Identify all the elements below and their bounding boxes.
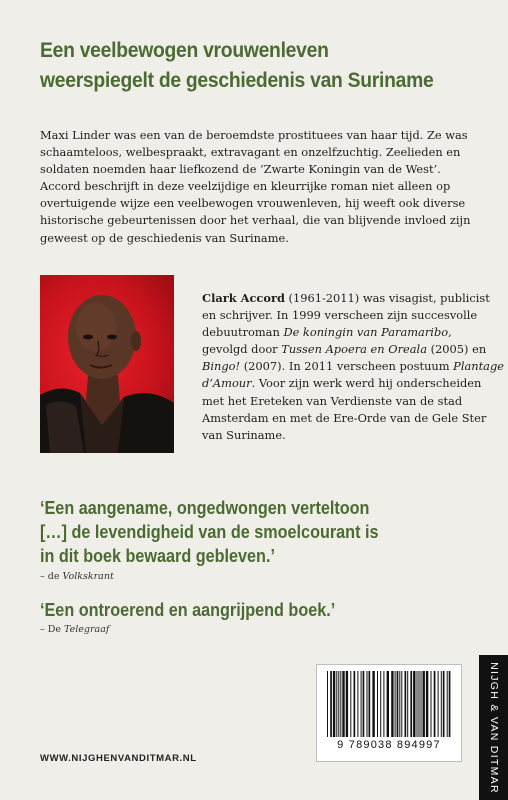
barcode-bar — [431, 671, 432, 737]
barcode-bar — [380, 671, 381, 737]
headline-line-2: weerspiegelt de geschiedenis van Suriname — [40, 69, 434, 92]
barcode-bar — [419, 671, 420, 737]
newspaper-name: Telegraaf — [64, 624, 110, 635]
barcode-bar — [342, 671, 344, 737]
book-blurb — [40, 127, 480, 247]
bio-line: met het Ereteken van Verdienste van de stad — [202, 393, 463, 408]
barcode-bar — [438, 671, 439, 737]
quote-line: in dit boek bewaard gebleven.’ — [40, 546, 275, 566]
blurb-line: schaamteloos, welbespraakt, extravagant en onzelfzuchtig. Zeelieden en — [40, 145, 461, 160]
bio-line: debuutroman De koningin van Paramaribo, — [202, 325, 452, 340]
isbn-barcode — [316, 664, 462, 762]
review-quote-2 — [40, 598, 418, 622]
quote-line: ‘Een aangename, ongedwongen verteltoon — [40, 498, 370, 518]
barcode-bar — [443, 671, 445, 737]
bio-line: Clark Accord (1961-2011) was visagist, publicist — [202, 291, 490, 305]
barcode-bar — [421, 671, 422, 737]
quote-line: […] de levendigheid van de smoelcourant is — [40, 522, 379, 542]
barcode-bar — [340, 671, 341, 737]
barcode-bar — [338, 671, 339, 737]
barcode-bar — [399, 671, 400, 737]
quote-line: ‘Een ontroerend en aangrijpend boek.’ — [40, 600, 336, 620]
author-name: Clark Accord — [202, 291, 285, 305]
barcode-bar — [346, 671, 348, 737]
bio-line: en schrijver. In 1999 verscheen zijn succesvolle — [202, 308, 478, 323]
bio-line: Amsterdam en met de Ere-Orde van de Gele Ster — [202, 410, 487, 425]
barcode-bar — [387, 671, 389, 737]
review-quote-1 — [40, 496, 418, 568]
review-source-1: – de Volkskrant — [40, 571, 114, 582]
barcode-bar — [449, 671, 451, 737]
barcode-bar — [357, 671, 358, 737]
barcode-bar — [441, 671, 442, 737]
book-title: De koningin van Paramaribo — [283, 325, 449, 340]
headline-line-1: Een veelbewogen vrouwenleven — [40, 39, 329, 62]
barcode-bar — [354, 671, 356, 737]
barcode-bar — [363, 671, 365, 737]
barcode-bar — [401, 671, 402, 737]
publisher-name: NIJGH & VAN DITMAR — [487, 661, 500, 794]
barcode-bar — [350, 671, 351, 737]
barcode-bar — [372, 671, 374, 737]
author-portrait-illustration — [40, 275, 174, 453]
barcode-bar — [413, 671, 415, 737]
barcode-bar — [426, 671, 428, 737]
book-title: Tussen Apoera en Oreala — [281, 342, 427, 357]
barcode-bar — [417, 671, 418, 737]
bio-line: Bingo! (2007). In 2011 verscheen postuum Plantage — [202, 359, 505, 374]
cover-headline — [40, 36, 445, 96]
barcode-bar — [377, 671, 378, 737]
barcode-bar — [336, 671, 337, 737]
blurb-line: overtuigende wijze een veelbewogen vrouwenleven, hij weeft ook diverse — [40, 196, 466, 211]
barcode-bar — [330, 671, 332, 737]
newspaper-name: Volkskrant — [62, 571, 114, 582]
author-photo — [40, 275, 174, 453]
isbn-number: 9 789038 894997 — [337, 739, 441, 751]
book-title: Plantage — [453, 359, 505, 374]
barcode-bar — [395, 671, 396, 737]
book-title: d’Amour — [202, 376, 252, 391]
barcode-bar — [447, 671, 448, 737]
barcode-bar — [410, 671, 412, 737]
barcode-bar — [333, 671, 335, 737]
blurb-line: historische gebeurtenissen door het verhaal, die van blijvende invloed zijn — [40, 213, 471, 228]
blurb-line: soldaten noemden haar liefkozend de ‘Zwarte Koningin van de West’. — [40, 162, 441, 177]
barcode-bar — [397, 671, 399, 737]
barcode-bar — [361, 671, 362, 737]
barcode-bar — [369, 671, 371, 737]
barcode-bar — [327, 671, 328, 737]
book-title: Bingo! — [202, 359, 241, 374]
barcode-bar — [423, 671, 425, 737]
bio-line: van Suriname. — [202, 427, 286, 442]
barcode-bar — [391, 671, 393, 737]
barcode-bar — [383, 671, 384, 737]
author-bio — [202, 290, 505, 444]
barcode-bar — [405, 671, 407, 737]
barcode-bar — [407, 671, 408, 737]
blurb-line: Maxi Linder was een van de beroemdste prostituees van haar tijd. Ze was — [40, 128, 468, 142]
publisher-website: WWW.NIJGHENVANDITMAR.NL — [40, 753, 197, 764]
barcode-bar — [367, 671, 368, 737]
review-source-2: – De Telegraaf — [40, 624, 110, 635]
barcode-bar — [434, 671, 436, 737]
publisher-spine-label — [479, 655, 508, 800]
barcode-bars — [325, 671, 453, 737]
bio-line: gevolgd door Tussen Apoera en Oreala (2005) en — [202, 342, 487, 357]
bio-line: d’Amour. Voor zijn werk werd hij onderscheiden — [202, 376, 482, 391]
blurb-line: geweest op de geschiedenis van Suriname. — [40, 230, 289, 245]
blurb-line: Accord beschrijft in deze veelzijdige en kleurrijke roman niet alleen op — [40, 179, 451, 194]
